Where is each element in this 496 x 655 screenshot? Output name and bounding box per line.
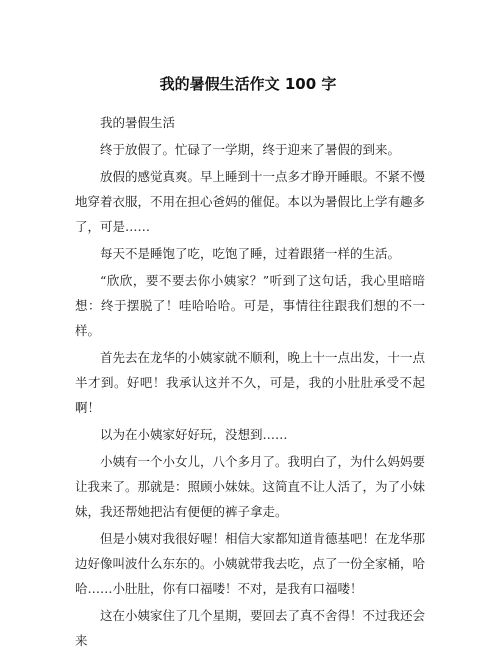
paragraph: 小姨有一个小女儿，八个多月了。我明白了，为什么妈妈要让我来了。那就是：照顾小妹妹。这简直不让人活了，为了小妹妹，我还帮她把沾有便便的裤子拿走。 [75, 454, 426, 519]
paragraph: 我的暑假生活 [100, 115, 176, 130]
document-title: 我的暑假生活作文 100 字 [159, 75, 337, 93]
paragraph: 这在小姨家住了几个星期，要回去了真不舍得！不过我还会来 [75, 608, 426, 648]
paragraph: 终于放假了。忙碌了一学期，终于迎来了暑假的到来。 [100, 142, 401, 157]
paragraph: “欣欣，要不要去你小姨家？”听到了这句话，我心里暗暗想：终于摆脱了！哇哈哈哈。可是，事情往往跟我们想的不一样。 [75, 273, 425, 338]
document-body [75, 110, 425, 655]
paragraph: 每天不是睡饱了吃，吃饱了睡，过着跟猪一样的生活。 [100, 246, 401, 261]
paragraph: 但是小姨对我很好喔！相信大家都知道肯德基吧！在龙华那边好像叫波什么东东的。小姨就带我去吃，点了一份全家桶，哈哈……小肚肚，你有口福喽！不对，是我有口福喽！ [75, 531, 426, 596]
paragraph: 以为在小姨家好好玩，没想到…… [100, 427, 288, 442]
paragraph: 放假的感觉真爽。早上睡到十一点多才睁开睡眼。不紧不慢地穿着衣服，不用在担心爸妈的催促。本以为暑假比上学有趣多了，可是…… [75, 169, 426, 234]
paragraph: 首先去在龙华的小姨家就不顺利，晚上十一点出发，十一点半才到。好吧！我承认这并不久，可是，我的小肚肚承受不起啊！ [75, 350, 426, 415]
